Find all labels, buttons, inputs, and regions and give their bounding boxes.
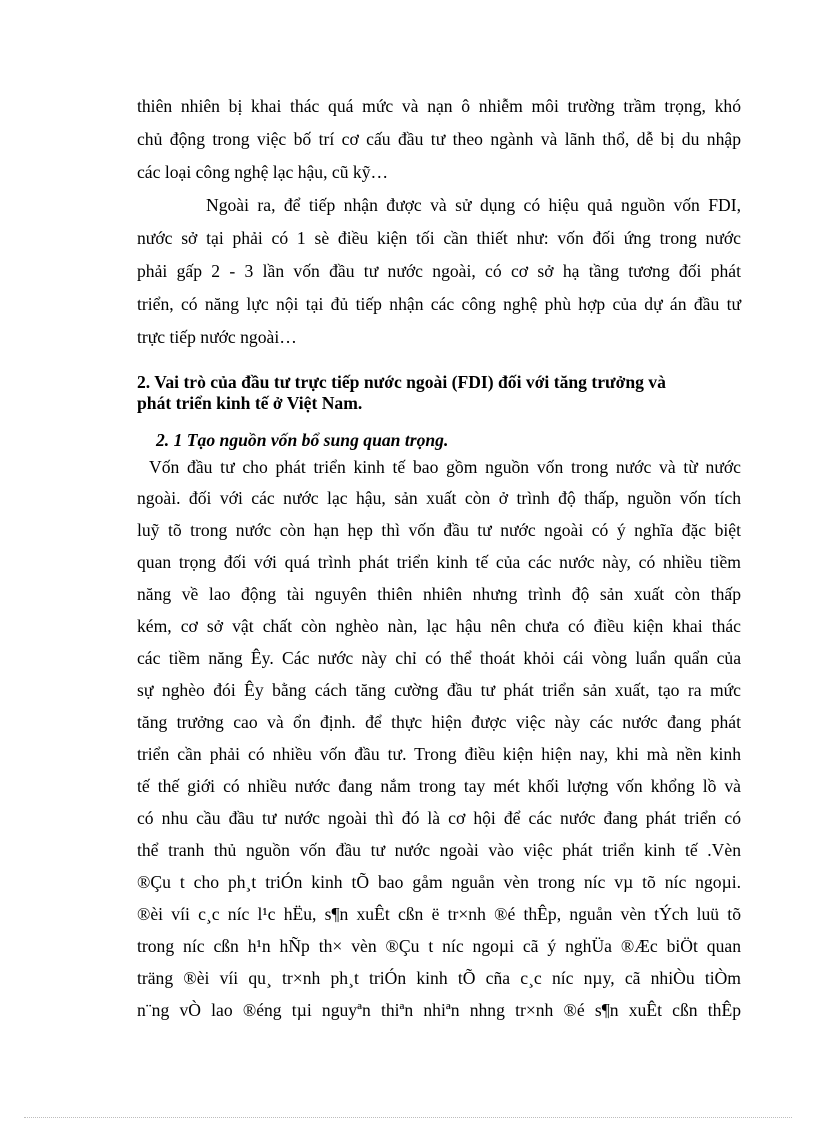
paragraph-line: thiên nhiên bị khai thác quá mức và nạn ô nhiễm môi trường trầm trọng, khó bbox=[137, 96, 741, 116]
paragraph-line: có nhu cầu đầu tư nước ngoài thì đó là cơ hội để các nước đang phát triển có bbox=[137, 808, 741, 828]
paragraph-line: luỹ tõ trong nước còn hạn hẹp thì vốn đầu tư nước ngoài có ý nghĩa đặc biệt bbox=[137, 520, 741, 540]
subsection-heading: 2. 1 Tạo nguồn vốn bổ sung quan trọng. bbox=[156, 430, 449, 450]
paragraph-line: sự nghèo đói Êy bằng cách tăng cường đầu tư phát triển sản xuất, tạo ra mức bbox=[137, 680, 741, 700]
paragraph-line: các tiềm năng Êy. Các nước này chỉ có thể thoát khỏi cái vòng luẩn quẩn của bbox=[137, 648, 741, 668]
paragraph-line: tế thế giới có nhiều nước đang nắm trong tay mét khối lượng vốn khổng lồ và bbox=[137, 776, 741, 796]
paragraph-line: ®Çu t cho ph¸t triÓn kinh tÕ bao gåm nguån vèn trong níc vµ tõ níc ngoµi. bbox=[137, 872, 741, 892]
paragraph-line: năng về lao động tài nguyên thiên nhiên nhưng trình độ sản xuất còn thấp bbox=[137, 584, 741, 604]
paragraph-line: chủ động trong việc bố trí cơ cấu đầu tư theo ngành và lãnh thổ, dễ bị du nhập bbox=[137, 129, 741, 149]
paragraph-line: ngoài. đối với các nước lạc hậu, sản xuất còn ở trình độ thấp, nguồn vốn tích bbox=[137, 488, 741, 508]
paragraph-line: trong níc cßn h¹n hÑp th× vèn ®Çu t níc ngoµi cã ý nghÜa ®Æc biÖt quan bbox=[137, 936, 741, 956]
section-heading: 2. Vai trò của đầu tư trực tiếp nước ngoài (FDI) đối với tăng trưởng và bbox=[137, 372, 666, 392]
paragraph-line: tăng trưởng cao và ổn định. để thực hiện được việc này các nước đang phát bbox=[137, 712, 741, 732]
paragraph-line: n¨ng vÒ lao ®éng tµi nguyªn thiªn nhiªn nhng tr×nh ®é s¶n xuÊt cßn thÊp bbox=[137, 1000, 741, 1020]
paragraph-line: triển, có năng lực nội tại đủ tiếp nhận các công nghệ phù hợp của dự án đầu tư bbox=[137, 294, 741, 314]
paragraph-line: kém, cơ sở vật chất còn nghèo nàn, lạc hậu nên chưa có điều kiện khai thác bbox=[137, 616, 741, 636]
paragraph-line: Ngoài ra, để tiếp nhận được và sử dụng có hiệu quả nguồn vốn FDI, bbox=[206, 195, 741, 215]
section-heading: phát triển kinh tế ở Việt Nam. bbox=[137, 393, 363, 413]
paragraph-line: ®èi víi c¸c níc l¹c hËu, s¶n xuÊt cßn ë tr×nh ®é thÊp, nguån vèn tÝch luü tõ bbox=[137, 904, 741, 924]
paragraph-line: triển cần phải có nhiều vốn đầu tư. Trong điều kiện hiện nay, khi mà nền kinh bbox=[137, 744, 741, 764]
paragraph-line: Vốn đầu tư cho phát triển kinh tế bao gồm nguồn vốn trong nước và từ nước bbox=[149, 457, 741, 477]
page-footer-divider bbox=[24, 1117, 792, 1118]
paragraph-line: träng ®èi víi qu¸ tr×nh ph¸t triÓn kinh tÕ cña c¸c níc nµy, cã nhiÒu tiÒm bbox=[137, 968, 741, 988]
paragraph-line: trực tiếp nước ngoài… bbox=[137, 327, 297, 347]
paragraph-line: quan trọng đối với quá trình phát triển kinh tế của các nước này, có nhiều tiềm bbox=[137, 552, 741, 572]
paragraph-line: phải gấp 2 - 3 lần vốn đầu tư nước ngoài, có cơ sở hạ tầng tương đối phát bbox=[137, 261, 741, 281]
paragraph-line: các loại công nghệ lạc hậu, cũ kỹ… bbox=[137, 162, 389, 182]
paragraph-line: nước sở tại phải có 1 sè điều kiện tối cần thiết như: vốn đối ứng trong nước bbox=[137, 228, 741, 248]
paragraph-line: thể tranh thủ nguồn vốn đầu tư nước ngoài vào việc phát triển kinh tế .Vèn bbox=[137, 840, 741, 860]
